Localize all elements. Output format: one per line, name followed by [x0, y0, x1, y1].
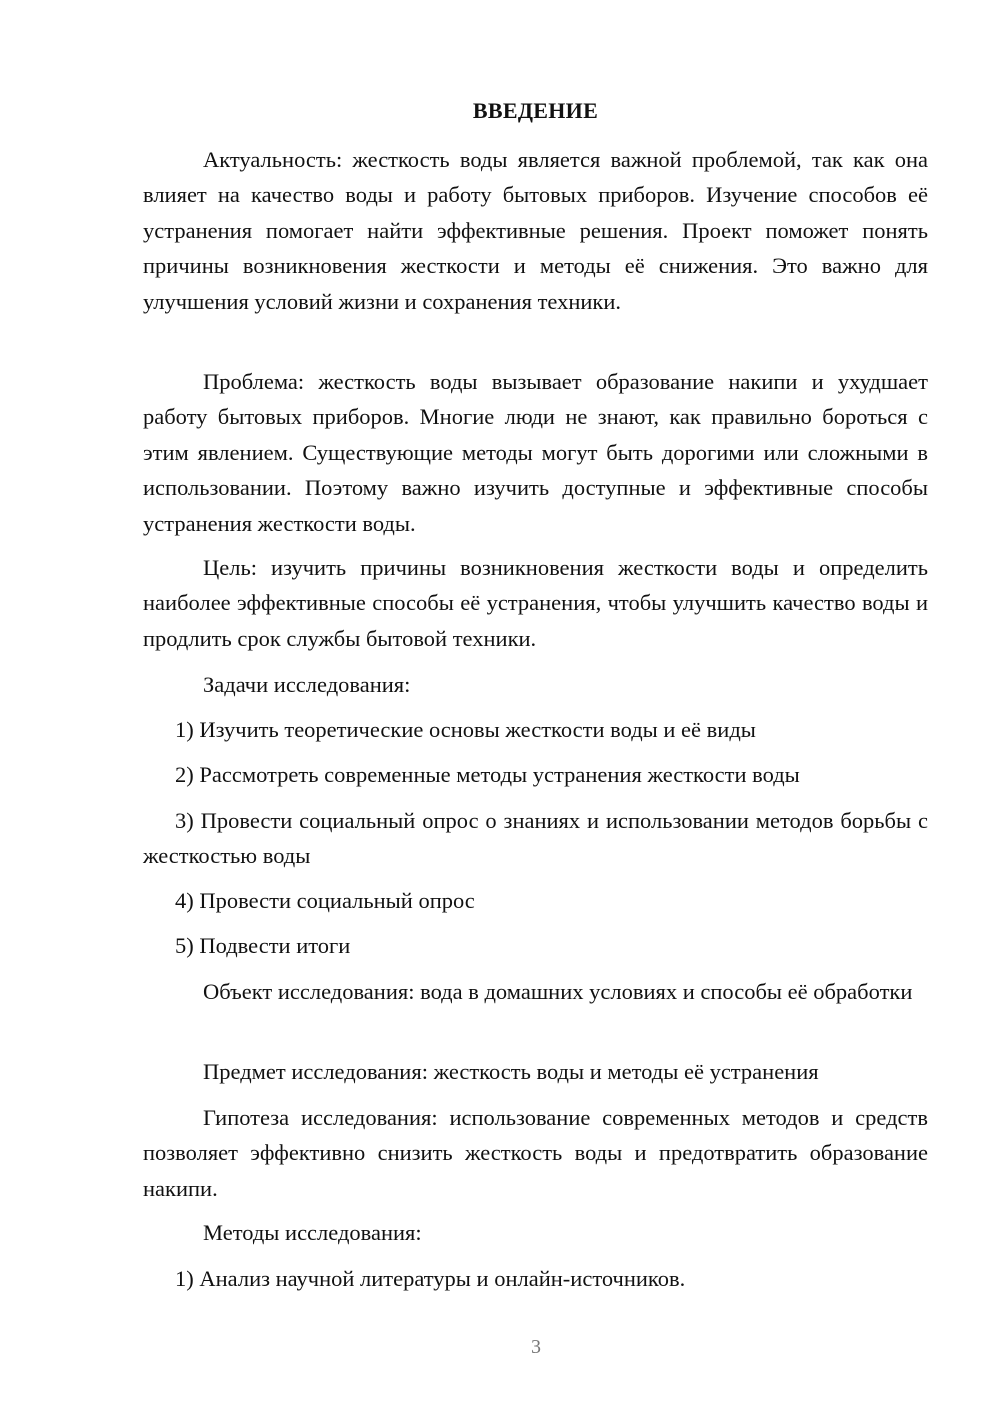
- method-item-1: 1) Анализ научной литературы и онлайн-источников.: [175, 1266, 686, 1291]
- relevance-paragraph: Актуальность: жесткость воды является важной проблемой, так как она влияет на качество воды и работу бытовых приборов. Изучение способов её устранения помогает найти эффективные решения. Проект поможет понять причины возникновения жесткости и методы её снижения. Это важно для улучшения условий жизни и сохранения техники.: [143, 147, 928, 314]
- section-heading: ВВЕДЕНИЕ: [472, 98, 599, 123]
- task-item-2: 2) Рассмотреть современные методы устранения жесткости воды: [175, 762, 800, 787]
- object-paragraph: Объект исследования: вода в домашних условиях и способы её обработки: [203, 979, 913, 1004]
- tasks-heading: Задачи исследования:: [203, 672, 411, 697]
- methods-heading: Методы исследования:: [203, 1220, 422, 1245]
- page-number: 3: [531, 1336, 541, 1358]
- subject-paragraph: Предмет исследования: жесткость воды и методы её устранения: [203, 1059, 819, 1084]
- task-item-5: 5) Подвести итоги: [175, 933, 351, 958]
- task-item-3: 3) Провести социальный опрос о знаниях и использовании методов борьбы с жесткостью воды: [143, 808, 928, 869]
- problem-paragraph: Проблема: жесткость воды вызывает образование накипи и ухудшает работу бытовых приборов. Многие люди не знают, как правильно бороться с этим явлением. Существующие методы могут быть дорогими или сложными в использовании. Поэтому важно изучить доступные и эффективные способы устранения жесткости воды.: [143, 369, 928, 536]
- hypothesis-paragraph: Гипотеза исследования: использование современных методов и средств позволяет эффективно снизить жесткость воды и предотвратить образование накипи.: [143, 1105, 928, 1201]
- goal-paragraph: Цель: изучить причины возникновения жесткости воды и определить наиболее эффективные способы её устранения, чтобы улучшить качество воды и продлить срок службы бытовой техники.: [143, 555, 928, 651]
- task-item-4: 4) Провести социальный опрос: [175, 888, 475, 913]
- task-item-1: 1) Изучить теоретические основы жесткости воды и её виды: [175, 717, 756, 742]
